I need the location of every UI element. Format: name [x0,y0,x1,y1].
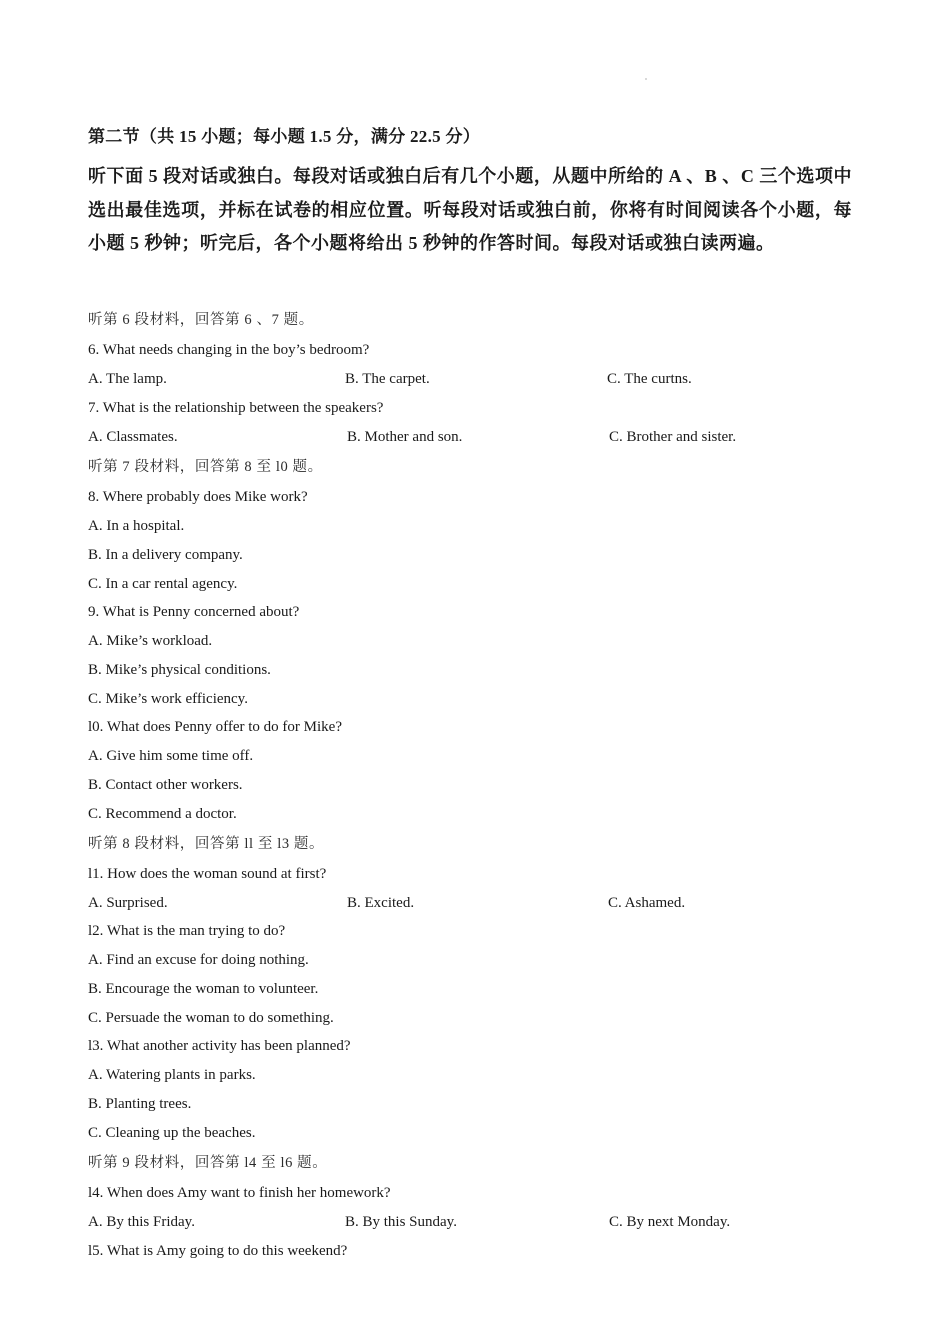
group-heading-8: 听第 8 段材料，回答第 ll 至 l3 题。 [88,836,325,852]
group-heading-7: 听第 7 段材料，回答第 8 至 l0 题。 [88,459,323,475]
section-title: 第二节（共 15 小题；每小题 1.5 分，满分 22.5 分） [88,127,481,146]
question-8-stem: 8. Where probably does Mike work? [88,489,308,505]
question-11-option-b: B. Excited. [347,895,415,911]
group-heading-6: 听第 6 段材料，回答第 6 、7 题。 [88,312,314,328]
question-7-stem: 7. What is the relationship between the speakers? [88,400,384,416]
question-7-option-a: A. Classmates. [88,429,178,445]
question-15-stem: l5. What is Amy going to do this weekend? [88,1243,348,1259]
question-14-option-c: C. By next Monday. [609,1214,731,1230]
question-12-option-b: B. Encourage the woman to volunteer. [88,981,319,997]
question-7-option-c: C. Brother and sister. [609,429,737,445]
question-6-option-b: B. The carpet. [345,371,430,387]
question-9-option-a: A. Mike’s workload. [88,633,213,649]
question-13-stem: l3. What another activity has been planned? [88,1038,351,1054]
question-9-option-b: B. Mike’s physical conditions. [88,662,271,678]
scan-speck [645,78,647,80]
question-13-option-a: A. Watering plants in parks. [88,1067,256,1083]
question-9-stem: 9. What is Penny concerned about? [88,604,300,620]
question-7-option-b: B. Mother and son. [347,429,463,445]
question-11-option-c: C. Ashamed. [608,895,686,911]
question-8-option-a: A. In a hospital. [88,518,185,534]
question-13-option-c: C. Cleaning up the beaches. [88,1125,256,1141]
question-6-option-c: C. The curtns. [607,371,692,387]
question-9-option-c: C. Mike’s work efficiency. [88,691,248,707]
question-11-option-a: A. Surprised. [88,895,168,911]
question-13-option-b: B. Planting trees. [88,1096,192,1112]
section-instructions: 听下面 5 段对话或独白。每段对话或独白后有几个小题，从题中所给的 A 、B 、C 三个选项中选出最佳选项，并标在试卷的相应位置。听每段对话或独白前，你将有时间阅读各个小题，每小题 5 秒钟；听完后，各个小题将给出 5 秒钟的作答时间。每段对话或独白读两遍。 [88,166,852,253]
question-12-option-c: C. Persuade the woman to do something. [88,1010,334,1026]
group-heading-9: 听第 9 段材料，回答第 l4 至 l6 题。 [88,1155,328,1171]
question-12-option-a: A. Find an excuse for doing nothing. [88,952,309,968]
question-10-stem: l0. What does Penny offer to do for Mike? [88,719,342,735]
question-6-option-a: A. The lamp. [88,371,167,387]
question-14-option-a: A. By this Friday. [88,1214,195,1230]
question-14-option-b: B. By this Sunday. [345,1214,457,1230]
question-14-stem: l4. When does Amy want to finish her homework? [88,1185,391,1201]
question-12-stem: l2. What is the man trying to do? [88,923,286,939]
question-10-option-a: A. Give him some time off. [88,748,254,764]
question-6-stem: 6. What needs changing in the boy’s bedroom? [88,342,370,358]
question-11-stem: l1. How does the woman sound at first? [88,866,327,882]
question-8-option-b: B. In a delivery company. [88,547,243,563]
question-8-option-c: C. In a car rental agency. [88,576,238,592]
question-10-option-c: C. Recommend a doctor. [88,806,237,822]
question-10-option-b: B. Contact other workers. [88,777,243,793]
